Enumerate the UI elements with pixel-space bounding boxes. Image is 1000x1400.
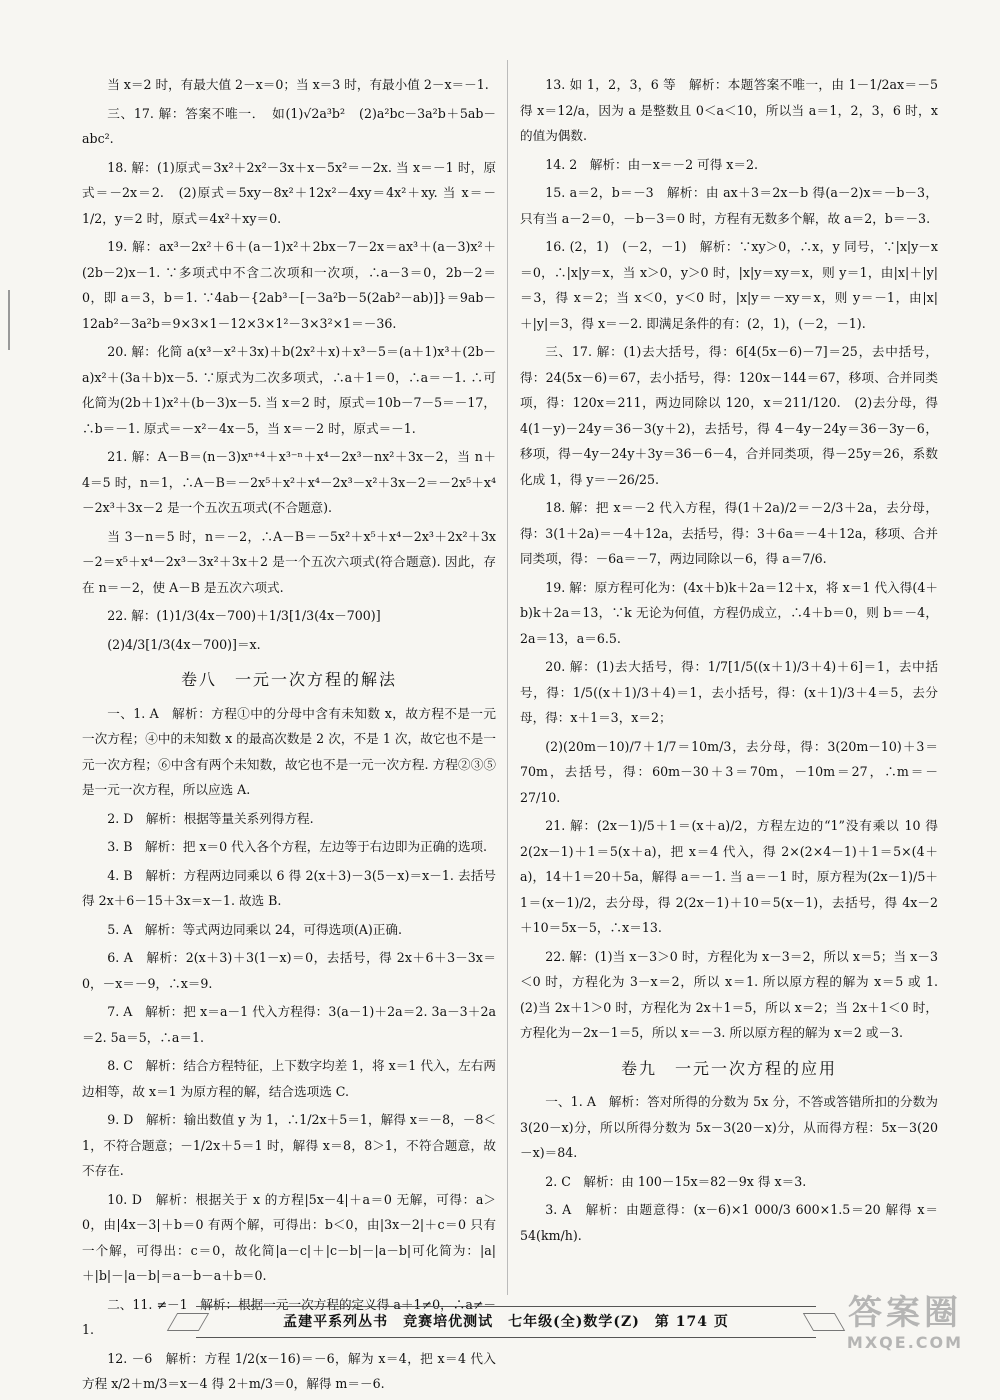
answer-item: 6. A 解析：2(x＋3)＋3(1－x)＝0，去括号，得 2x＋6＋3－3x＝0，－x＝－9，∴x＝9.	[82, 950, 496, 991]
answer-item: 19. 解：原方程可化为：(4x＋b)k＋2a＝12＋x，将 x＝1 代入得(4＋b)k＋2a＝13，∵k 无论为何值，方程仍成立，∴4＋b＝0，则 b＝－4，2a＝13，a＝6.5.	[520, 579, 938, 646]
page-footer	[196, 1306, 816, 1338]
answer-item: 15. a＝2，b＝－3 解析：由 ax＋3＝2x－b 得(a－2)x＝－b－3，只有当 a－2＝0，－b－3＝0 时，方程有无数多个解，故 a＝2，b＝－3.	[520, 185, 938, 226]
paragraph: 当 x＝2 时，有最大值 2－x＝0；当 x＝3 时，有最小值 2－x＝－1.	[107, 77, 489, 92]
column-divider	[507, 60, 508, 1295]
answer-item: 一、1. A 解析：方程①中的分母中含有未知数 x，故方程不是一元一次方程；④中的未知数 x 的最高次数是 2 次，不是 1 次，故它也不是一元一次方程；⑥中含有两个未知数，故它也不是一元一次方程. 方程②③⑤是一元一次方程，所以应选 A.	[82, 705, 496, 797]
answer-item: 2. C 解析：由 100－15x＝82－9x 得 x＝3.	[545, 1173, 807, 1189]
right-column	[520, 72, 951, 1251]
answer-item: 14. 2 解析：由－x＝－2 可得 x＝2.	[545, 156, 759, 172]
answer-item: (2)(20m－10)/7＋1/7＝10m/3，去分母，得：3(20m－10)＋3＝70m，去括号，得：60m－30＋3＝70m，－10m＝27，∴m＝－27/10.	[520, 738, 938, 805]
answer-item: 21. 解：(2x－1)/5＋1＝(x＋a)/2，方程左边的“1”没有乘以 10 得 2(2x－1)＋1＝5(x＋a)，把 x＝4 代入，得 2×(2×4－1)＋1＝5×(4＋a)，14＋1＝20＋5a，解得 a＝－1. 当 a＝－1 时，原方程为(2x－1)/5＋1＝(x－1)/2，去分母，得 2(2x－1)＋10＝5(x－1)，去括号，得 4x－2＋10＝5x－5，∴x＝13.	[520, 818, 943, 935]
answer-item: 8. C 解析：结合方程特征，上下数字均差 1，将 x＝1 代入，左右两边相等，故 x＝1 为原方程的解，结合选项选 C.	[82, 1058, 496, 1099]
paragraph: 三、17. 解：答案不唯一． 如(1)√2a³b² (2)a²bc－3a²b＋5ab－abc².	[82, 105, 496, 146]
answer-item: 20. 解：(1)去大括号，得：1/7[1/5((x＋1)/3＋4)＋6]＝1，去中括号，得：1/5((x＋1)/3＋4)＝1，去小括号，得：(x＋1)/3＋4＝5，去分母，得：x＋1＝3，x＝2；	[520, 659, 938, 725]
paragraph: 19. 解：ax³－2x²＋6＋(a－1)x²＋2bx－7－2x＝ax³＋(a－3)x²＋(2b－2)x－1. ∵多项式中不含二次项和一次项，∴a－3＝0，2b－2＝0，即 a＝3，b＝1. ∵4ab－{2ab³－[－3a²b－5(2ab²－ab)]}＝9ab－12ab²－3a²b＝9×3×1－12×3×1²－3×3²×1＝－36.	[82, 239, 496, 331]
answer-item: 二、11. ≠－1 解析：根据一元一次方程的定义得 a＋1≠0，∴a≠－1.	[82, 1296, 496, 1337]
answer-item: 10. D 解析：根据关于 x 的方程|5x－4|＋a＝0 无解，可得：a＞0，由|4x－3|＋b＝0 有两个解，可得出：b＜0，由|3x－2|＋c＝0 只有一个解，可得出：c＝0，故化简|a－c|＋|c－b|－|a－b|可化简为：|a|＋|b|－|a－b|＝a－b－a＋b＝0.	[82, 1191, 496, 1283]
watermark-logo	[830, 1293, 980, 1361]
answer-item: 18. 解：把 x＝－2 代入方程，得(1＋2a)/2＝－2/3＋2a，去分母，得：3(1＋2a)＝－4＋12a，去括号，得：3＋6a＝－4＋12a，移项、合并同类项，得：－6a＝－7，两边同除以－6，得 a＝7/6.	[520, 500, 938, 566]
watermark-url: MXQE.COM	[846, 1333, 964, 1352]
footer-text: 孟建平系列丛书 竞赛培优测试 七年级(全)数学(Z) 第 174 页	[283, 1314, 729, 1330]
answer-item: 22. 解：(1)当 x－3＞0 时，方程化为 x－3＝2，所以 x＝5；当 x－3＜0 时，方程化为 3－x＝2，所以 x＝1. 所以原方程的解为 x＝5 或 1. (2)当 2x＋1＞0 时，方程化为 2x＋1＝5，所以 x＝2；当 2x＋1＜0 时，方程化为－2x－1＝5，所以 x＝－3. 所以原方程的解为 x＝2 或－3.	[520, 948, 951, 1040]
left-column	[82, 72, 496, 1400]
answer-item: 一、1. A 解析：答对所得的分数为 5x 分，不答或答错所扣的分数为 3(20－x)分，所以所得分数为 5x－3(20－x)分，从而得方程：5x－3(20－x)＝84.	[520, 1094, 943, 1160]
section-title-8: 卷八 一元一次方程的解法	[180, 670, 397, 689]
crop-mark	[8, 290, 10, 350]
paragraph: 18. 解：(1)原式＝3x²＋2x²－3x＋x－5x²＝－2x. 当 x＝－1 时，原式＝－2x＝2. (2)原式＝5xy－8x²＋12x²－4xy＝4x²＋xy. 当 x＝－1/2，y＝2 时，原式＝4x²＋xy＝0.	[82, 159, 496, 226]
answer-item: 9. D 解析：输出数值 y 为 1，∴1/2x＋5＝1，解得 x＝－8，－8＜1，不符合题意；－1/2x＋5＝1 时，解得 x＝8，8＞1，不符合题意，故不存在.	[82, 1112, 496, 1178]
answer-item: 13. 如 1，2，3，6 等 解析：本题答案不唯一，由 1－1/2ax＝－5 得 x＝12/a，因为 a 是整数且 0＜a＜10，所以当 a＝1，2，3，6 时，x 的值为偶数.	[520, 77, 943, 143]
answer-item: 16. (2，1) (－2，－1) 解析：∵xy＞0，∴x，y 同号，∵|x|y－x＝0，∴|x|y＝x，当 x＞0，y＞0 时，|x|y＝xy＝x，则 y＝1，由|x|＋|y|＝3，得 x＝2；当 x＜0，y＜0 时，|x|y＝－xy＝x，则 y＝－1，由|x|＋|y|＝3，得 x＝－2. 即满足条件的有：(2，1)，(－2，－1).	[520, 239, 938, 331]
answer-item: 2. D 解析：根据等量关系列得方程.	[107, 810, 314, 826]
paragraph: 22. 解：(1)1/3(4x－700)＋1/3[1/3(4x－700)]	[107, 608, 381, 623]
paragraph: 20. 解：化简 a(x³－x²＋3x)＋b(2x²＋x)＋x³－5＝(a＋1)x³＋(2b－a)x²＋(3a＋b)x－5. ∵原式为二次多项式，∴a＋1＝0，∴a＝－1. ∴可化简为(2b＋1)x²＋(b－3)x－5. 当 x＝2 时，原式＝10b－7－5＝－17，∴b＝－1. 原式＝－x²－4x－5，当 x＝－2 时，原式＝－1.	[82, 344, 496, 436]
section-title-9: 卷九 一元一次方程的应用	[620, 1058, 837, 1078]
paragraph: 21. 解：A－B＝(n－3)xⁿ⁺⁴＋x³⁻ⁿ＋x⁴－2x³－nx²＋3x－2，当 n＋4＝5 时，n＝1，∴A－B＝－2x⁵＋x²＋x⁴－2x³－x²＋3x－2＝－2x⁵＋x⁴－2x³＋3x－2 是一个五次五项式(不合题意).	[82, 449, 496, 515]
answer-item: 5. A 解析：等式两边同乘以 24，可得选项(A)正确.	[107, 921, 402, 937]
answer-item: 12. －6 解析：方程 1/2(x－16)＝－6，解为 x＝4，把 x＝4 代入方程 x/2＋m/3＝x－4 得 2＋m/3＝0，解得 m＝－6.	[82, 1350, 496, 1391]
watermark-text: 答案圈	[848, 1293, 962, 1333]
answer-item: 4. B 解析：方程两边同乘以 6 得 2(x＋3)－3(5－x)＝x－1. 去括号得 2x＋6－15＋3x＝x－1. 故选 B.	[82, 867, 496, 908]
paragraph: 当 3－n＝5 时，n＝－2，∴A－B＝－5x²＋x⁵＋x⁴－2x³＋2x²＋3x－2＝x⁵＋x⁴－2x³－3x²＋3x＋2 是一个五次六项式(符合题意). 因此，存在 n＝－2，使 A－B 是五次六项式.	[82, 528, 496, 595]
answer-item: 3. A 解析：由题意得：(x－6)×1 000/3 600×1.5＝20 解得 x＝54(km/h).	[520, 1202, 938, 1243]
paragraph: (2)4/3[1/3(4x－700)]＝x.	[107, 636, 261, 652]
answer-item: 三、17. 解：(1)去大括号，得：6[4(5x－6)－7]＝25，去中括号，得：24(5x－6)＝67，去小括号，得：120x－144＝67，移项、合并同类项，得：120x＝211，两边同除以 120，x＝211/120. (2)去分母，得 4(1－y)－24y＝36－3(y＋2)，去括号，得 4－4y－24y＝36－3y－6，移项，得－4y－24y＋3y＝36－6－4，合并同类项，得－25y＝26，系数化成 1，得 y＝－26/25.	[520, 344, 943, 487]
answer-item: 3. B 解析：把 x＝0 代入各个方程，左边等于右边即为正确的选项.	[107, 839, 488, 854]
answer-item: 7. A 解析：把 x＝a－1 代入方程得：3(a－1)＋2a＝2. 3a－3＋2a＝2. 5a＝5，∴a＝1.	[82, 1004, 496, 1045]
